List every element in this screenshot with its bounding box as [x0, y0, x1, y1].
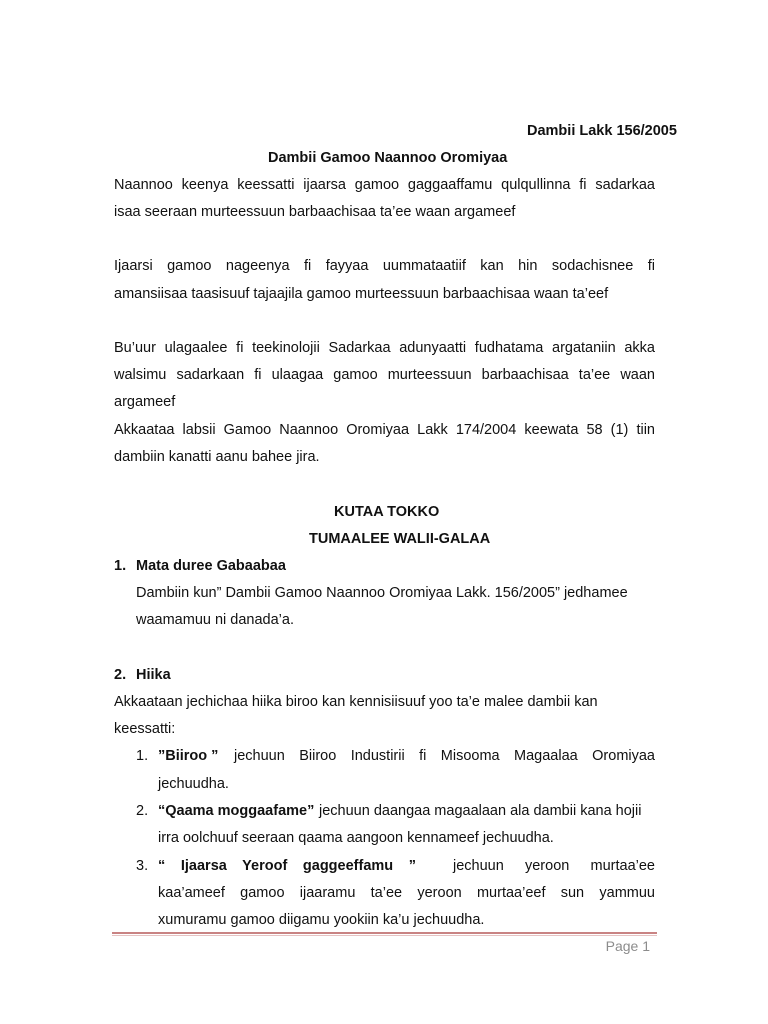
preamble-line: Akkaataa labsii Gamoo Naannoo Oromiyaa Lakk 174/2004 keewata 58 (1) tiin [114, 422, 655, 438]
footer-divider [112, 932, 657, 934]
preamble-line: walsimu sadarkaan fi ulaagaa gamoo murteessuun barbaachisaa ta’ee waan [114, 367, 655, 383]
definition-text: jechuudha. [158, 776, 229, 792]
preamble-line: isaa seeraan murteessuun barbaachisaa ta’ee waan argameef [114, 204, 516, 220]
page-number: Page 1 [605, 938, 650, 954]
preamble-line: argameef [114, 394, 176, 410]
defined-term: “Qaama moggaafame” [158, 803, 315, 819]
list-number: 3. [136, 858, 149, 874]
preamble-line: amansiisaa taasisuuf tajaajila gamoo murteessuun barbaachisaa waan ta’eef [114, 286, 609, 302]
definition-text: irra oolchuuf seeraan qaama aangoon kennameef jechuudha. [158, 830, 554, 846]
definition-text: xumuramu gamoo diigamu yookiin ka’u jechuudha. [158, 912, 485, 928]
part-heading: KUTAA TOKKO [334, 504, 440, 520]
section-text: keessatti: [114, 721, 176, 737]
list-number: 1. [136, 748, 149, 764]
preamble-line: Bu’uur ulagaalee fi teekinolojii Sadarkaa adunyaatti fudhatama argataniin akka [114, 340, 655, 356]
definition-text: jechuun Biiroo Industirii fi Misooma Magaalaa Oromiyaa [234, 748, 655, 764]
section-text: Akkaataan jechichaa hiika biroo kan kennisiisuuf yoo ta’e malee dambii kan [114, 694, 598, 710]
list-number: 2. [136, 803, 149, 819]
section-number: 1. [114, 558, 127, 574]
preamble-line: Ijaarsi gamoo nageenya fi fayyaa uummataatiif kan hin sodachisnee fi [114, 258, 655, 274]
preamble-line: dambiin kanatti aanu bahee jira. [114, 449, 320, 465]
section-text: Dambiin kun” Dambii Gamoo Naannoo Oromiyaa Lakk. 156/2005” jedhamee [136, 585, 628, 601]
document-title: Dambii Gamoo Naannoo Oromiyaa [268, 150, 508, 166]
defined-term: ”Biiroo ” [158, 748, 219, 764]
definition-text: kaa’ameef gamoo ijaaramu ta’ee yeroon murtaa’eef sun yammuu [158, 885, 655, 901]
section-text: waamamuu ni danada’a. [136, 612, 294, 628]
regulation-number: Dambii Lakk 156/2005 [527, 123, 677, 139]
section-title: Mata duree Gabaabaa [136, 558, 286, 574]
preamble-line: Naannoo keenya keessatti ijaarsa gamoo gaggaaffamu qulqullinna fi sadarkaa [114, 177, 655, 193]
defined-term: “ Ijaarsa Yeroof gaggeeffamu ” [158, 858, 416, 874]
section-number: 2. [114, 667, 127, 683]
definition-text: jechuun daangaa magaalaan ala dambii kana hojii [319, 803, 642, 819]
footer-divider-shadow [112, 935, 657, 936]
section-title: Hiika [136, 667, 171, 683]
definition-text: jechuun yeroon murtaa’ee [453, 858, 655, 874]
part-subheading: TUMAALEE WALII-GALAA [309, 531, 491, 547]
